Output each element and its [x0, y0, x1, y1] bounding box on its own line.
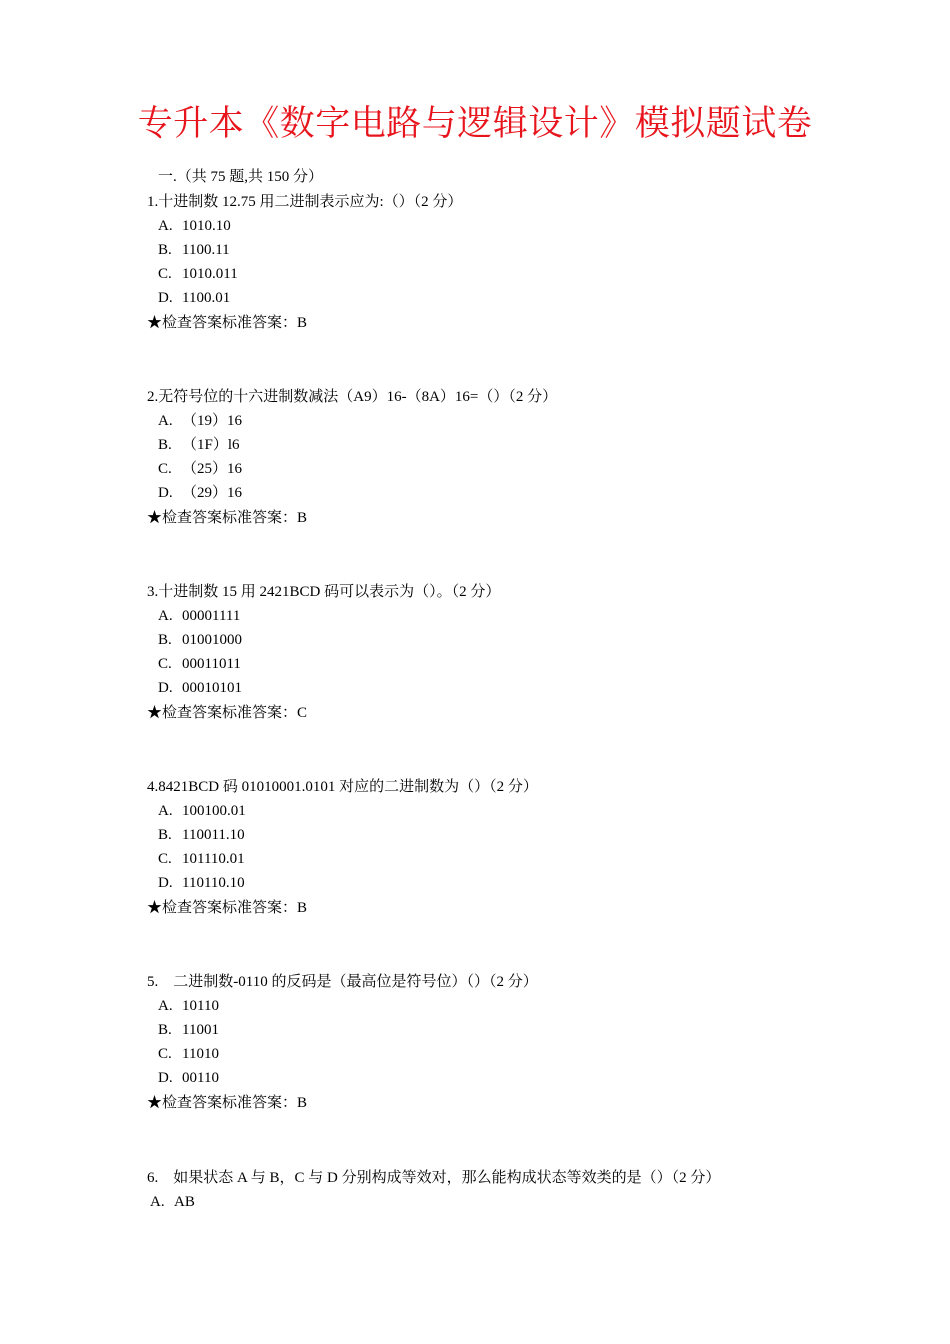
question-stem: 2.无符号位的十六进制数减法（A9）16-（8A）16=（）（2 分）: [147, 389, 558, 405]
option-d: [147, 481, 827, 505]
question-5: [147, 970, 827, 1117]
option-text: 01001000: [182, 632, 242, 648]
option-letter: A.: [158, 218, 173, 234]
answer-value: B: [297, 510, 308, 526]
answer-value: B: [297, 315, 308, 331]
option-a: [147, 214, 827, 238]
option-text: 00010101: [182, 680, 242, 696]
option-text: 1100.11: [182, 242, 230, 258]
question-stem: 5. 二进制数-0110 的反码是（最高位是符号位）（）（2 分）: [147, 974, 538, 990]
option-a: [147, 604, 827, 628]
option-b: [147, 433, 827, 457]
question-stem: 1.十进制数 12.75 用二进制表示应为:（）（2 分）: [147, 194, 463, 210]
option-d: [147, 286, 827, 310]
option-text: （19）16: [182, 413, 243, 429]
answer-label: ★检查答案标准答案：: [147, 1095, 298, 1111]
question-6: [147, 1166, 827, 1214]
answer-value: C: [297, 705, 308, 721]
answer-label: ★检查答案标准答案：: [147, 900, 298, 916]
option-text: 110011.10: [182, 827, 245, 843]
option-b: [147, 628, 827, 652]
option-letter: D.: [158, 290, 173, 306]
option-text: 1010.10: [182, 218, 231, 234]
option-text: 100100.01: [182, 803, 246, 819]
option-letter: A.: [158, 998, 173, 1014]
answer-line: [147, 701, 827, 727]
option-b: [147, 1018, 827, 1042]
option-text: 00011011: [182, 656, 241, 672]
question-stem: 6. 如果状态 A 与 B，C 与 D 分别构成等效对，那么能构成状态等效类的是（）（2 分）: [147, 1170, 721, 1186]
option-letter: D.: [158, 680, 173, 696]
option-c: [147, 1042, 827, 1066]
option-c: [147, 847, 827, 871]
option-letter: B.: [158, 827, 172, 843]
option-text: AB: [174, 1194, 195, 1210]
option-c: [147, 652, 827, 676]
option-d: [147, 871, 827, 895]
option-letter: C.: [158, 656, 172, 672]
option-a: [147, 994, 827, 1018]
option-d: [147, 1066, 827, 1090]
option-letter: B.: [158, 632, 172, 648]
option-b: [147, 823, 827, 847]
option-text: 110110.10: [182, 875, 245, 891]
option-letter: C.: [158, 266, 172, 282]
option-text: （1F）l6: [182, 437, 240, 453]
question-3: [147, 580, 827, 727]
option-letter: D.: [158, 875, 173, 891]
answer-line: [147, 506, 827, 532]
option-letter: A.: [158, 413, 173, 429]
option-letter: D.: [158, 485, 173, 501]
question-1: [147, 190, 827, 337]
question-stem: 3.十进制数 15 用 2421BCD 码可以表示为（）。（2 分）: [147, 584, 501, 600]
question-4: [147, 775, 827, 922]
option-text: 11010: [182, 1046, 219, 1062]
answer-label: ★检查答案标准答案：: [147, 705, 298, 721]
option-d: [147, 676, 827, 700]
answer-label: ★检查答案标准答案：: [147, 510, 298, 526]
question-stem: 4.8421BCD 码 01010001.0101 对应的二进制数为（）（2 分）: [147, 779, 538, 795]
answer-value: B: [297, 900, 308, 916]
section-header: 一.（共 75 题,共 150 分）: [158, 169, 324, 185]
option-text: （29）16: [182, 485, 243, 501]
option-text: 101110.01: [182, 851, 245, 867]
option-text: 00001111: [182, 608, 241, 624]
option-text: （25）16: [182, 461, 243, 477]
option-letter: A.: [150, 1194, 165, 1210]
answer-line: [147, 311, 827, 337]
answer-value: B: [297, 1095, 308, 1111]
option-text: 1010.011: [182, 266, 238, 282]
option-text: 10110: [182, 998, 219, 1014]
answer-line: [147, 896, 827, 922]
option-text: 00110: [182, 1070, 219, 1086]
option-letter: A.: [158, 608, 173, 624]
option-text: 11001: [182, 1022, 219, 1038]
answer-label: ★检查答案标准答案：: [147, 315, 298, 331]
option-b: [147, 238, 827, 262]
option-a: [147, 799, 827, 823]
option-letter: D.: [158, 1070, 173, 1086]
question-2: [147, 385, 827, 532]
option-letter: A.: [158, 803, 173, 819]
option-text: 1100.01: [182, 290, 231, 306]
option-a: [147, 1190, 827, 1214]
option-letter: B.: [158, 437, 172, 453]
option-c: [147, 262, 827, 286]
option-letter: C.: [158, 1046, 172, 1062]
option-letter: C.: [158, 851, 172, 867]
option-c: [147, 457, 827, 481]
document-title: 专升本《数字电路与逻辑设计》模拟题试卷: [137, 104, 813, 143]
option-letter: C.: [158, 461, 172, 477]
option-letter: B.: [158, 1022, 172, 1038]
answer-line: [147, 1091, 827, 1117]
option-a: [147, 409, 827, 433]
option-letter: B.: [158, 242, 172, 258]
